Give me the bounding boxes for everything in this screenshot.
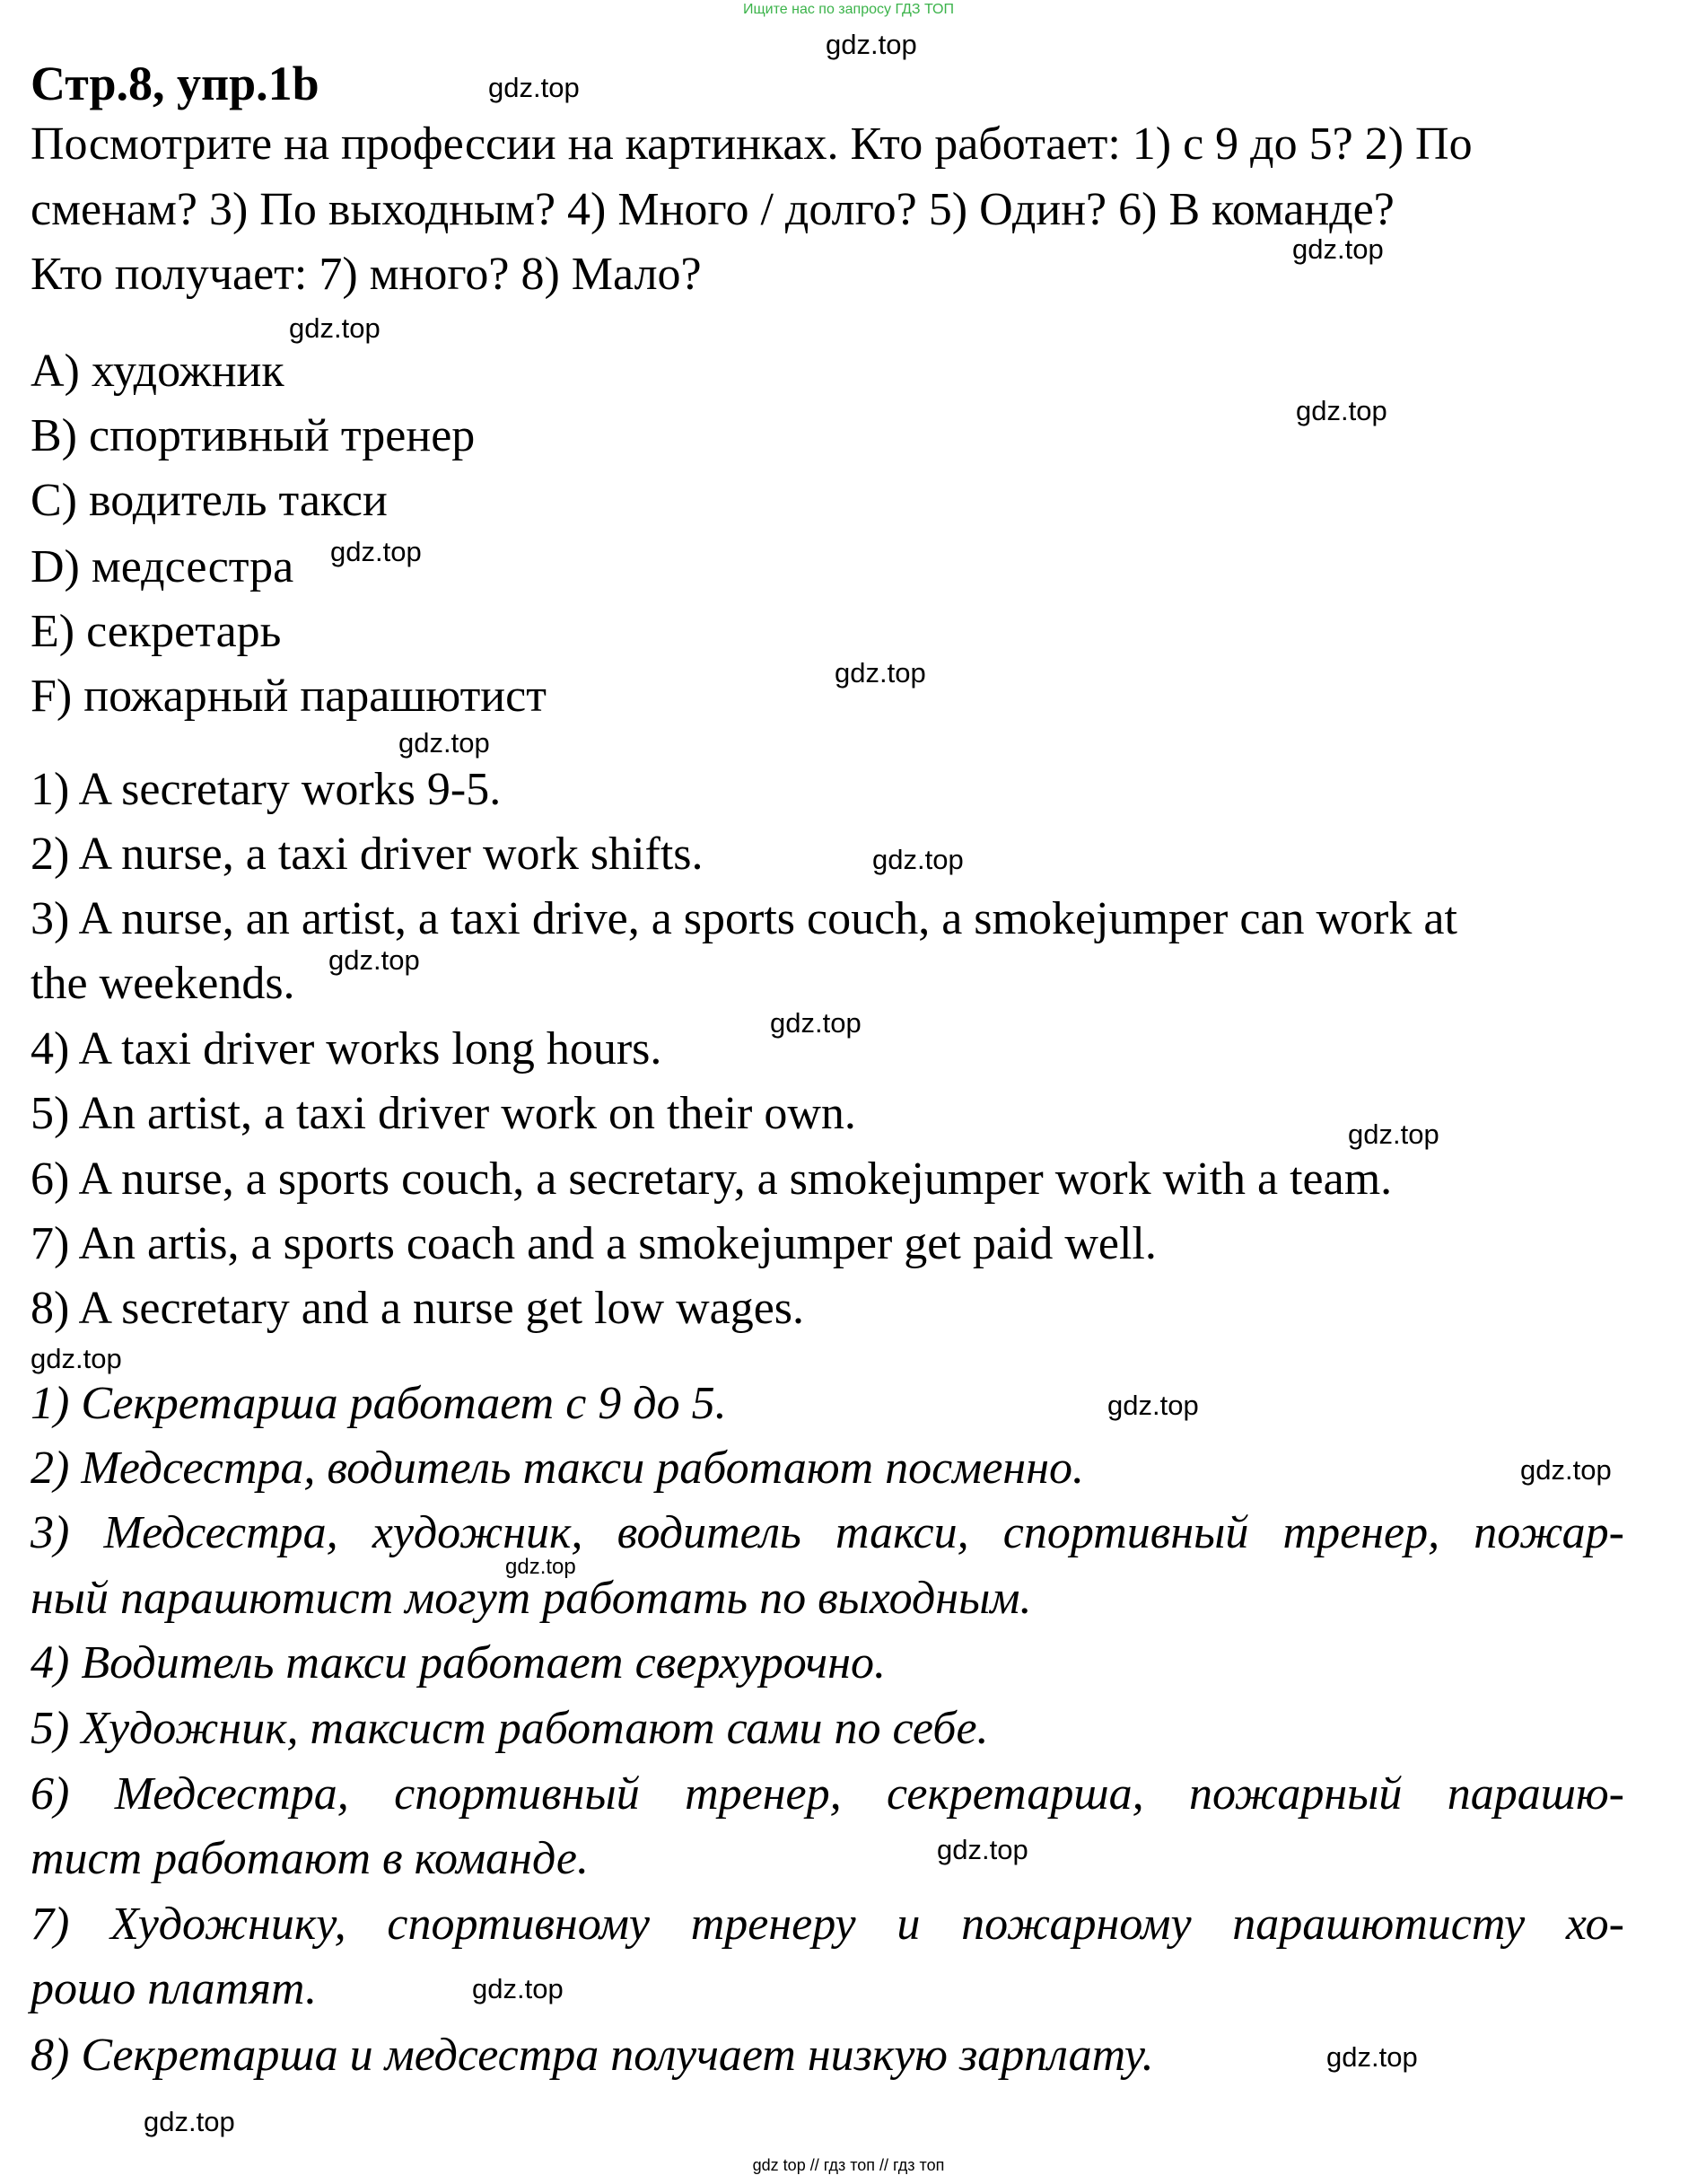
watermark: gdz.top <box>472 1973 564 2004</box>
option-item: C) водитель такси <box>31 475 388 526</box>
russian-answer: 7) Художнику, спортивному тренеру и пожарному парашютисту хо- <box>31 1899 1624 1950</box>
watermark: gdz.top <box>328 944 420 976</box>
watermark: gdz.top <box>872 844 964 875</box>
english-answer: 5) An artist, a taxi driver work on their own. <box>31 1088 856 1139</box>
english-answer: 3) A nurse, an artist, a taxi drive, a sports couch, a smokejumper can work at <box>31 893 1457 944</box>
russian-answer: 3) Медсестра, художник, водитель такси, спортивный тренер, пожар- <box>31 1507 1624 1558</box>
option-item: E) секретарь <box>31 606 282 657</box>
russian-answer: тист работают в команде. <box>31 1833 589 1884</box>
english-answer: the weekends. <box>31 958 295 1009</box>
english-answer: 2) A nurse, a taxi driver work shifts. <box>31 829 704 880</box>
footer: gdz top // гдз топ // гдз топ <box>752 2156 945 2174</box>
task-line: Посмотрите на профессии на картинках. Кто работает: 1) с 9 до 5? 2) По <box>31 118 1473 170</box>
russian-answer: 4) Водитель такси работает сверхурочно. <box>31 1637 887 1688</box>
top-banner: Ищите нас по запросу ГДЗ ТОП <box>743 2 954 17</box>
russian-answer: 6) Медсестра, спортивный тренер, секретарша, пожарный парашю- <box>31 1768 1624 1820</box>
russian-answer: 8) Секретарша и медсестра получает низкую зарплату. <box>31 2030 1154 2081</box>
english-answer: 4) A taxi driver works long hours. <box>31 1023 662 1074</box>
watermark: gdz.top <box>1520 1454 1612 1486</box>
watermark: gdz.top <box>289 312 381 344</box>
watermark: gdz.top <box>330 536 422 567</box>
task-line: сменам? 3) По выходным? 4) Много / долго? 5) Один? 6) В команде? <box>31 184 1395 235</box>
watermark: gdz.top <box>835 657 926 689</box>
russian-answer: рошо платят. <box>31 1963 318 2014</box>
russian-answer: 2) Медсестра, водитель такси работают посменно. <box>31 1443 1085 1494</box>
watermark: gdz.top <box>937 1834 1028 1865</box>
option-item: D) медсестра <box>31 541 294 592</box>
english-answer: 6) A nurse, a sports couch, a secretary, a smokejumper work with a team. <box>31 1153 1393 1205</box>
watermark: gdz.top <box>1348 1118 1439 1150</box>
watermark: gdz.top <box>1326 2041 1418 2073</box>
option-item: B) спортивный тренер <box>31 410 476 461</box>
russian-answer: 5) Художник, таксист работают сами по себе. <box>31 1703 989 1754</box>
option-item: A) художник <box>31 346 284 397</box>
watermark: gdz.top <box>398 727 490 759</box>
english-answer: 7) An artis, a sports coach and a smokejumper get paid well. <box>31 1218 1157 1269</box>
watermark: gdz.top <box>1292 233 1384 265</box>
option-item: F) пожарный парашютист <box>31 671 547 722</box>
english-answer: 1) A secretary works 9-5. <box>31 764 502 815</box>
watermark: gdz.top <box>505 1555 576 1579</box>
watermark: gdz.top <box>488 72 580 103</box>
watermark: gdz.top <box>144 2106 235 2137</box>
page-title: Стр.8, упр.1b <box>31 57 319 110</box>
english-answer: 8) A secretary and a nurse get low wages. <box>31 1283 805 1334</box>
russian-answer: 1) Секретарша работает с 9 до 5. <box>31 1378 727 1429</box>
watermark: gdz.top <box>1107 1390 1199 1421</box>
watermark: gdz.top <box>31 1343 122 1374</box>
watermark: gdz.top <box>826 29 917 60</box>
russian-answer: ный парашютист могут работать по выходным. <box>31 1573 1032 1624</box>
watermark: gdz.top <box>770 1007 862 1039</box>
task-line: Кто получает: 7) много? 8) Мало? <box>31 249 702 300</box>
watermark: gdz.top <box>1296 395 1387 426</box>
